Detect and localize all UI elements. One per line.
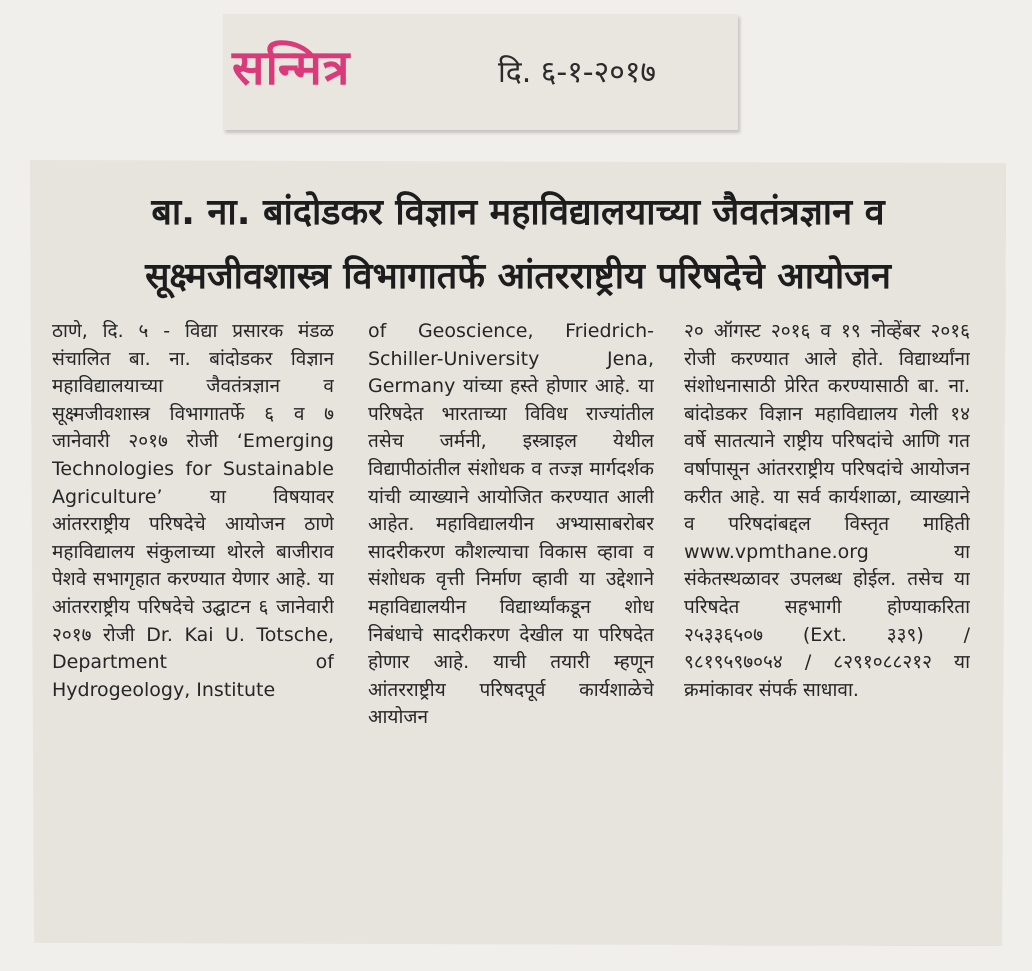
article-column-1 xyxy=(52,318,334,938)
column-1-text: ठाणे, दि. ५ - विद्या प्रसारक मंडळ संचालित बा. ना. बांदोडकर विज्ञान महाविद्यालयाच्या जैवतंत्रज्ञान व सूक्ष्मजीवशास्त्र विभागातर्फे ६ व ७ जानेवारी २०१७ रोजी ‘Emerging Technologies for Sustainable Agriculture’ या विषयावर आंतरराष्ट्रीय परिषदेचे आयोजन ठाणे महाविद्यालय संकुलाच्या थोरले बाजीराव पेशवे सभागृहात करण्यात येणार आहे. या आंतरराष्ट्रीय परिषदेचे उद्घाटन ६ जानेवारी २०१७ रोजी Dr. Kai U. Totsche, Department of Hydrogeology, Institute xyxy=(52,320,334,701)
newspaper-name: सन्मित्र xyxy=(232,40,351,96)
publication-date: दि. ६-१-२०१७ xyxy=(498,55,657,90)
headline-line-1: बा. ना. बांदोडकर विज्ञान महाविद्यालयाच्या जैवतंत्रज्ञान व xyxy=(151,192,885,233)
headline-line-2: सूक्ष्मजीवशास्त्र विभागातर्फे आंतरराष्ट्रीय परिषदेचे आयोजन xyxy=(145,256,891,297)
column-2-text: of Geoscience, Friedrich-Schiller-University Jena, Germany यांच्या हस्ते होणार आहे. या परिषदेत भारताच्या विविध राज्यांतील तसेच जर्मनी, इस्त्राइल येथील विद्यापीठांतील संशोधक व तज्ज्ञ मार्गदर्शक यांची व्याख्याने आयोजित करण्यात आली आहेत. महाविद्यालयीन अभ्यासाबरोबर सादरीकरण कौशल्याचा विकास व्हावा व संशोधक वृत्ती निर्माण व्हावी या उद्देशाने महाविद्यालयीन विद्यार्थ्यांकडून शोध निबंधाचे सादरीकरण देखील या परिषदेत होणार आहे. याची तयारी म्हणून आंतरराष्ट्रीय परिषदपूर्व कार्यशाळेचे आयोजन xyxy=(368,320,654,729)
article-column-3 xyxy=(684,318,970,938)
column-3-text: २० ऑगस्ट २०१६ व १९ नोव्हेंबर २०१६ रोजी करण्यात आले होते. विद्यार्थ्यांना संशोधनासाठी प्रेरित करण्यासाठी बा. ना. बांदोडकर विज्ञान महाविद्यालय गेली १४ वर्षे सातत्याने राष्ट्रीय परिषदांचे आणि गत वर्षापासून आंतरराष्ट्रीय परिषदांचे आयोजन करीत आहे. या सर्व कार्यशाळा, व्याख्याने व परिषदांबद्दल विस्तृत माहिती www.vpmthane.org या संकेतस्थळावर उपलब्ध होईल. तसेच या परिषदेत सहभागी होण्याकरिता २५३३६५०७ (Ext. ३३९) / ९८१९५९७०५४ / ८२९१०८८२१२ या क्रमांकावर संपर्क साधावा. xyxy=(684,320,970,701)
article-column-2 xyxy=(368,318,654,938)
